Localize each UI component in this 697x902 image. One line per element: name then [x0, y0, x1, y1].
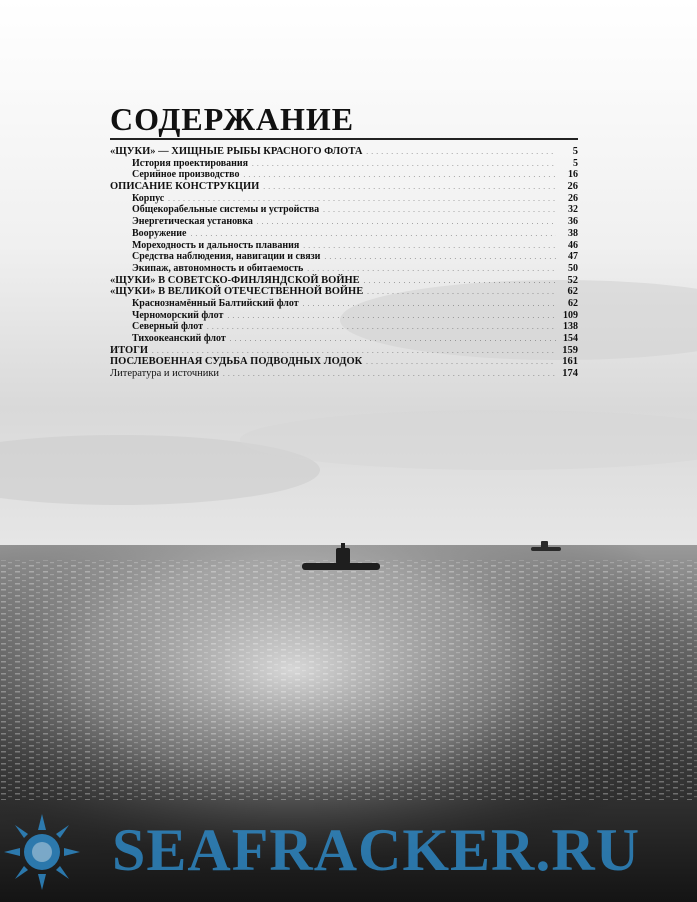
toc-entry-title: Вооружение [132, 227, 187, 239]
toc-page-number: 38 [568, 227, 578, 239]
toc-entry-title: Энергетическая установка [132, 216, 253, 228]
toc-page-number: 50 [568, 262, 578, 274]
toc-entry-title: Черноморский флот [132, 309, 224, 321]
toc-entry-title: Экипаж, автономность и обитаемость [132, 262, 304, 274]
toc-page-number: 5 [572, 146, 578, 157]
toc-leader-dots [223, 368, 556, 382]
toc-entry-title: «ЩУКИ» — ХИЩНЫЕ РЫБЫ КРАСНОГО ФЛОТА [110, 146, 363, 157]
table-of-contents [110, 146, 578, 380]
toc-entry [110, 240, 578, 252]
watermark [0, 808, 697, 888]
toc-page-number: 36 [568, 216, 578, 228]
toc-page-number: 16 [568, 169, 578, 181]
toc-page-number: 109 [563, 309, 578, 321]
toc-page-number: 5 [573, 157, 578, 169]
toc-entry [110, 193, 578, 205]
toc-entry [110, 321, 578, 333]
toc-entry [110, 204, 578, 216]
title-underline [110, 138, 578, 140]
toc-entry-title: ИТОГИ [110, 344, 149, 356]
watermark-text: SEAFRACKER.RU [112, 817, 641, 883]
toc-page-number: 26 [568, 192, 578, 204]
toc-entry [110, 310, 578, 322]
toc-entry [110, 298, 578, 310]
toc-page-number: 62 [567, 286, 578, 298]
toc-page-number: 46 [568, 239, 578, 251]
toc-entry-title: «ЩУКИ» В СОВЕТСКО-ФИНЛЯНДСКОЙ ВОЙНЕ [110, 274, 360, 286]
toc-entry [110, 146, 578, 158]
toc-page-number: 154 [563, 333, 578, 344]
toc-page-number: 26 [567, 181, 578, 193]
toc-page-number: 52 [567, 274, 578, 286]
toc-entry-title: Литература и источники [110, 368, 220, 380]
toc-page-number: 159 [562, 344, 578, 356]
toc-entry-title: Мореходность и дальность плавания [132, 239, 300, 251]
toc-entry [110, 286, 578, 298]
toc-entry [110, 216, 578, 228]
toc-entry [110, 333, 578, 345]
toc-entry [110, 356, 578, 368]
page-title: СОДЕРЖАНИЕ [110, 101, 355, 137]
toc-entry-title: История проектирования [132, 157, 249, 169]
toc-entry [110, 228, 578, 240]
toc-entry [110, 345, 578, 357]
toc-page-number: 174 [562, 368, 578, 380]
toc-entry-title: Тихоокеанский флот [132, 333, 226, 344]
toc-entry-title: Корпус [132, 192, 165, 204]
toc-page-number: 62 [568, 297, 578, 309]
toc-entry-title: ОПИСАНИЕ КОНСТРУКЦИИ [110, 181, 260, 193]
toc-entry-title: Серийное производство [132, 169, 240, 181]
toc-entry-title: «ЩУКИ» В ВЕЛИКОЙ ОТЕЧЕСТВЕННОЙ ВОЙНЕ [110, 286, 364, 298]
toc-entry [110, 181, 578, 193]
toc-entry [110, 251, 578, 263]
toc-entry-title: Северный флот [132, 321, 204, 333]
sun-logo-icon [4, 814, 80, 890]
toc-page-number: 161 [562, 356, 578, 368]
toc-page-number: 47 [568, 251, 578, 263]
toc-entry-title: ПОСЛЕВОЕННАЯ СУДЬБА ПОДВОДНЫХ ЛОДОК [110, 356, 363, 368]
toc-entry-title: Общекорабельные системы и устройства [132, 204, 320, 216]
toc-entry [110, 158, 578, 170]
toc-entry [110, 169, 578, 181]
toc-page-number: 138 [563, 321, 578, 333]
toc-entry [110, 275, 578, 287]
toc-entry [110, 263, 578, 275]
toc-entry-title: Средства наблюдения, навигации и связи [132, 251, 321, 263]
toc-page-number: 32 [568, 204, 578, 216]
toc-entry [110, 368, 578, 380]
toc-entry-title: Краснознамённый Балтийский флот [132, 297, 299, 309]
